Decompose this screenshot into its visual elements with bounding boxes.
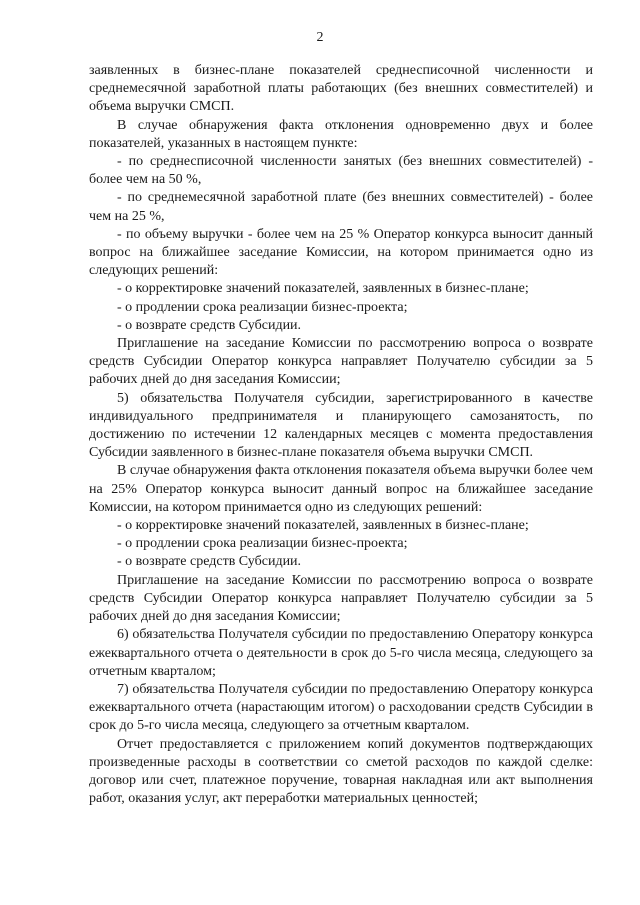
clause-6: 6) обязательства Получателя субсидии по предоставлению Оператору конкурса ежеквартального отчета о деятельности в срок до 5-го числа месяца, следующего за отчетным кварталом;	[89, 627, 593, 679]
decision-item-extend-2: - о продлении срока реализации бизнес-проекта;	[117, 536, 408, 552]
document-body	[89, 62, 593, 808]
decision-item-return: - о возврате средств Субсидии.	[117, 317, 302, 333]
paragraph-deviation-revenue: В случае обнаружения факта отклонения показателя объема выручки более чем на 25% Оператор конкурса выносит данный вопрос на ближайшее заседание Комиссии, на котором принимается одно из следующих решений:	[89, 463, 593, 515]
paragraph-invitation-2: Приглашение на заседание Комиссии по рассмотрению вопроса о возврате средств Субсидии Оператор конкурса направляет Получателю субсидии за 5 рабочих дней до дня заседания Комиссии;	[89, 572, 593, 625]
paragraph-intro-continuation: заявленных в бизнес-плане показателей среднесписочной численности и среднемесячной заработной платы работающих (без внешних совместителей) и объема выручки СМСП.	[89, 63, 593, 115]
list-item-revenue: - по объему выручки - более чем на 25 % Оператор конкурса выносит данный вопрос на ближайшее заседание Комиссии, на котором принимается одно из следующих решений:	[89, 226, 593, 279]
page-number: 2	[316, 30, 324, 45]
paragraph-invitation: Приглашение на заседание Комиссии по рассмотрению вопроса о возврате средств Субсидии Оператор конкурса направляет Получателю субсидии за 5 рабочих дней до дня заседания Комиссии;	[89, 336, 593, 388]
list-item-salary: - по среднемесячной заработной плате (без внешних совместителей) - более чем на 25 %,	[89, 190, 593, 224]
decision-item-extend: - о продлении срока реализации бизнес-проекта;	[117, 299, 408, 315]
paragraph-deviation-two-indicators: В случае обнаружения факта отклонения одновременно двух и более показателей, указанных в настоящем пункте:	[89, 117, 593, 151]
list-item-headcount: - по среднесписочной численности занятых (без внешних совместителей) - более чем на 50 %,	[89, 154, 593, 188]
decision-item-return-2: - о возврате средств Субсидии.	[117, 554, 302, 570]
clause-7: 7) обязательства Получателя субсидии по предоставлению Оператору конкурса ежеквартального отчета (нарастающим итогом) о расходовании средств Субсидии в срок до 5-го числа месяца, следующего за отчетным кварталом.	[89, 681, 593, 734]
decision-item-adjust-2: - о корректировке значений показателей, заявленных в бизнес-плане;	[117, 518, 529, 534]
paragraph-report-attachments: Отчет предоставляется с приложением копий документов подтверждающих произведенные расходы в соответствии со сметой расходов по каждой сделке: договор или счет, платежное поручение, товарная накладная или акт выполнения работ, оказания услуг, акт переработки материальных ценностей;	[89, 736, 593, 807]
decision-item-adjust: - о корректировке значений показателей, заявленных в бизнес-плане;	[117, 281, 529, 297]
clause-5: 5) обязательства Получателя субсидии, зарегистрированного в качестве индивидуального предпринимателя и планирующего самозанятость, по достижению по истечении 12 календарных месяцев с момента предоставления Субсидии заявленного в бизнес-плане показателя объема выручки СМСП.	[89, 390, 593, 461]
